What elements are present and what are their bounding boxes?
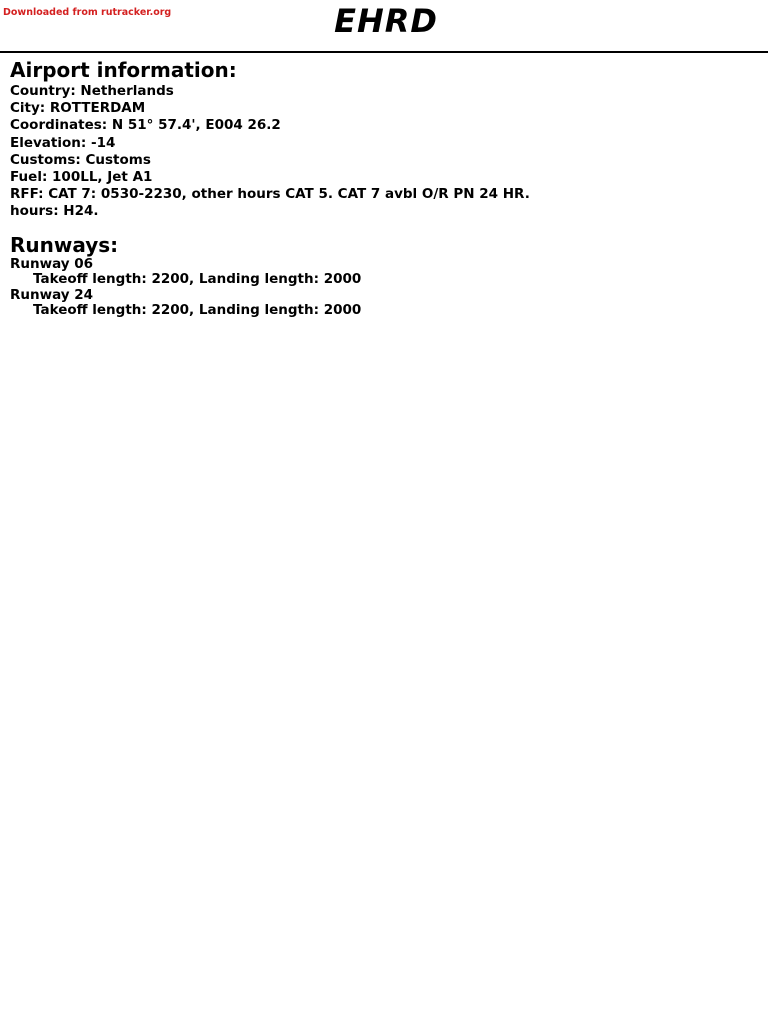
runway-lengths: Takeoff length: 2200, Landing length: 2000 xyxy=(33,302,362,319)
city-line: City: ROTTERDAM xyxy=(10,100,146,117)
airport-information-section xyxy=(10,57,750,221)
fuel-line: Fuel: 100LL, Jet A1 xyxy=(10,169,153,186)
runway-lengths: Takeoff length: 2200, Landing length: 2000 xyxy=(33,271,362,288)
runway-name: Runway 24 xyxy=(10,286,94,303)
runway-name: Runway 06 xyxy=(10,255,94,272)
rff-line: RFF: CAT 7: 0530-2230, other hours CAT 5. CAT 7 avbl O/R PN 24 HR. xyxy=(10,186,530,203)
elevation-line: Elevation: -14 xyxy=(10,134,116,151)
airport-code-text: EHRD xyxy=(334,2,438,40)
airport-information-heading: Airport information: xyxy=(10,58,237,82)
customs-line: Customs: Customs xyxy=(10,151,151,168)
hours-line: hours: H24. xyxy=(10,203,99,220)
country-line: Country: Netherlands xyxy=(10,83,174,99)
coordinates-line: Coordinates: N 51° 57.4', E004 26.2 xyxy=(10,117,281,134)
header-divider xyxy=(0,51,768,53)
runway-item xyxy=(10,257,750,288)
airport-code-title xyxy=(0,1,768,41)
runway-item xyxy=(10,288,750,319)
runways-section xyxy=(10,233,750,319)
runways-heading: Runways: xyxy=(10,232,119,257)
watermark-text: Downloaded from rutracker.org xyxy=(3,7,172,18)
document-body xyxy=(10,57,750,319)
